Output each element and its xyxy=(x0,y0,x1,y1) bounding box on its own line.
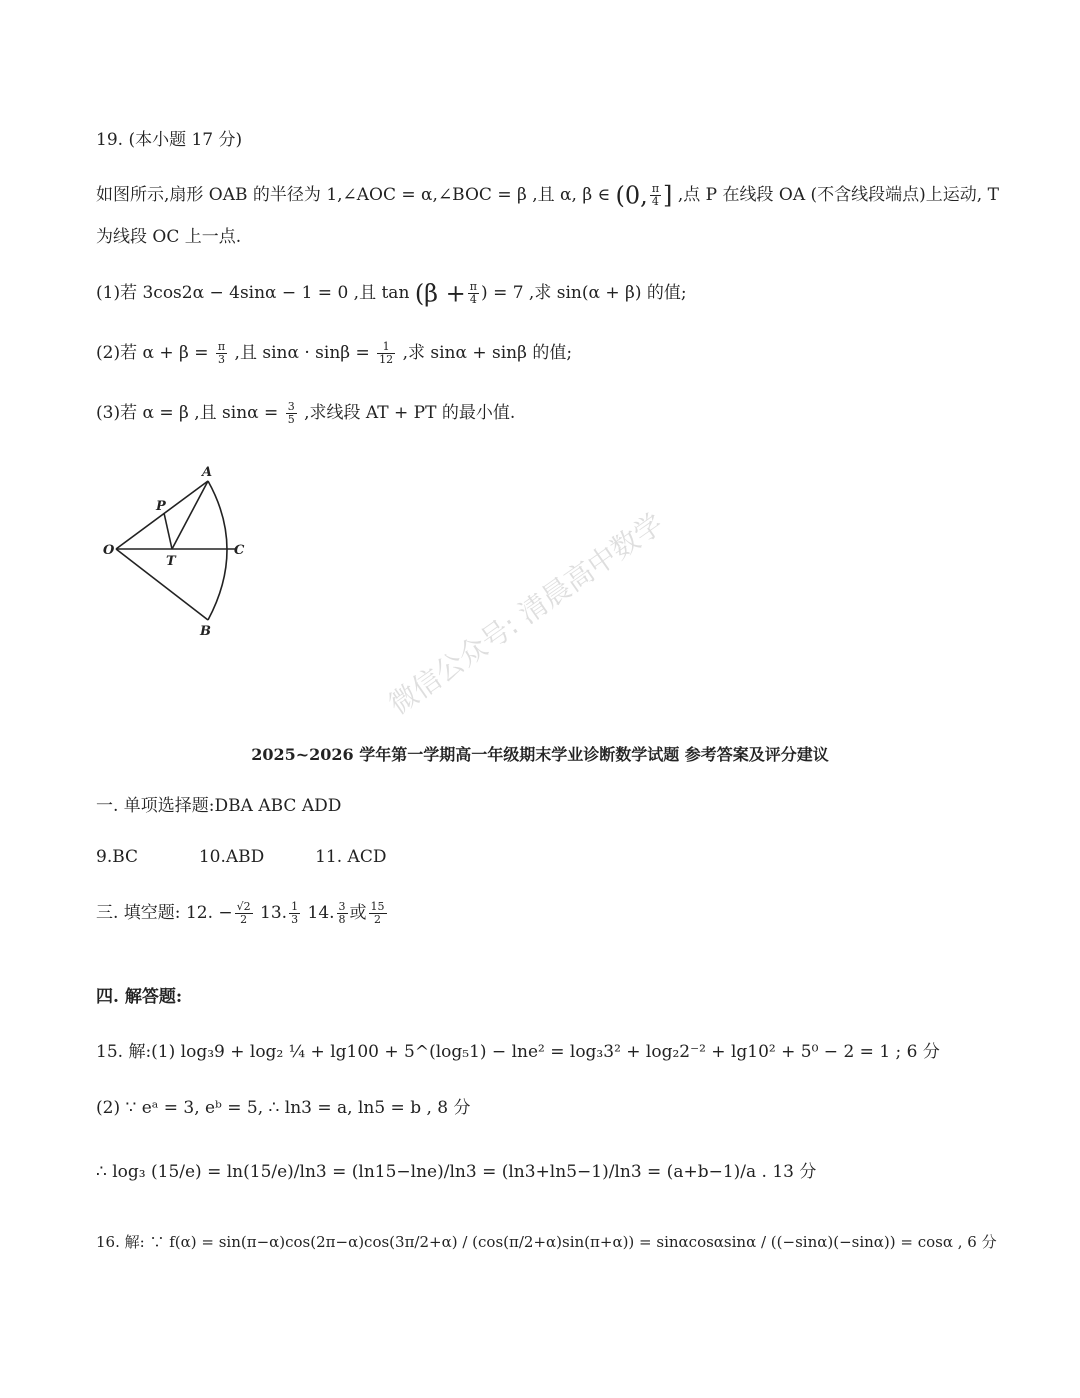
interval-close: ] xyxy=(663,181,673,210)
fill-13-frac: $\frac{1}{3}$ xyxy=(291,900,299,926)
pi-over-3: $\frac{\pi}{3}$ xyxy=(217,340,226,366)
part1-text-a: (1)若 3cos2α − 4sinα − 1 = 0 ,且 tan xyxy=(96,283,410,303)
watermark: 微信公众号: 清晨高中数学 xyxy=(382,506,670,722)
part1-paren: (β + xyxy=(414,279,466,308)
label-O: O xyxy=(103,543,115,558)
fill-label: 三. 填空题: 12. − xyxy=(96,903,233,923)
pi-over-4-b: $\frac{\pi}{4}$ xyxy=(469,280,478,306)
q19-header: 19. (本小题 17 分) xyxy=(96,130,243,150)
three-over-five: $\frac{3}{5}$ xyxy=(287,400,295,426)
q19-intro-line1 xyxy=(96,182,999,209)
q19-part2 xyxy=(96,340,572,366)
mc-10: 10.ABD xyxy=(198,847,265,867)
solution-16: 16. 解: ∵ f(α) = sin(π−α)cos(2π−α)cos(3π/2+α) / (cos(π/2+α)sin(π+α)) = sinαcosαsinα / ((−sinα)(−sinα)) = cosα , 6 分 xyxy=(96,1233,997,1251)
q19-part3 xyxy=(96,400,515,426)
one-over-twelve: $\frac{1}{12}$ xyxy=(379,340,394,366)
part2-text-b: ,且 sinα · sinβ = xyxy=(234,343,370,363)
part2-text-c: ,求 sinα + sinβ 的值; xyxy=(402,343,573,363)
segment-OA xyxy=(116,481,208,549)
answer-heading: 2025~2026 学年第一学期高一年级期末学业诊断数学试题 参考答案及评分建议 xyxy=(251,745,829,764)
fill-14-label: 14. xyxy=(307,903,335,923)
segment-TA xyxy=(172,481,208,549)
fill-or: 或 xyxy=(349,903,367,923)
answer-section4: 四. 解答题: xyxy=(96,987,183,1007)
part2-text-a: (2)若 α + β = xyxy=(96,343,209,363)
solution-15-3: ∴ log₃ (15/e) = ln(15/e)/ln3 = (ln15−lne)/ln3 = (ln3+ln5−1)/ln3 = (a+b−1)/a . 13 分 xyxy=(96,1162,817,1182)
label-A: A xyxy=(202,465,213,480)
part3-text-a: (3)若 α = β ,且 sinα = xyxy=(96,403,279,423)
interval-open: (0, xyxy=(615,181,648,210)
q19-part1 xyxy=(96,280,687,307)
label-P: P xyxy=(156,499,166,514)
fill-14-frac-b: $\frac{15}{2}$ xyxy=(370,900,385,926)
q19-intro-text-2: ,点 P 在线段 OA (不含线段端点)上运动, T xyxy=(677,185,999,205)
pi-over-4: $\frac{\pi}{4}$ xyxy=(651,182,660,208)
sector-diagram xyxy=(96,460,256,645)
mc-9: 9.BC xyxy=(96,847,139,867)
label-B: B xyxy=(200,624,211,639)
q19-intro-text: 如图所示,扇形 OAB 的半径为 1,∠AOC = α,∠BOC = β ,且 α, β ∈ xyxy=(96,185,611,205)
solution-15-1: 15. 解:(1) log₃9 + log₂ ¼ + lg100 + 5^(log₅1) − lne² = log₃3² + log₂2⁻² + lg10² + 5⁰ − 2 = 1 ; 6 分 xyxy=(96,1042,940,1062)
label-T: T xyxy=(166,554,176,569)
mc-11: 11. ACD xyxy=(315,847,387,867)
label-C: C xyxy=(234,543,245,558)
part1-text-c: ) = 7 ,求 sin(α + β) 的值; xyxy=(481,283,687,303)
fill-12-frac: $\frac{√2}{2}$ xyxy=(236,900,251,926)
solution-15-2: (2) ∵ eᵃ = 3, eᵇ = 5, ∴ ln3 = a, ln5 = b , 8 分 xyxy=(96,1098,471,1118)
fill-14-frac-a: $\frac{3}{8}$ xyxy=(338,900,346,926)
fill-13-label: 13. xyxy=(260,903,288,923)
part3-text-b: ,求线段 AT + PT 的最小值. xyxy=(304,403,516,423)
q19-intro-line2: 为线段 OC 上一点. xyxy=(96,227,242,247)
answer-multi-choice xyxy=(96,844,386,870)
answer-section1: 一. 单项选择题:DBA ABC ADD xyxy=(96,796,342,816)
arc-AB xyxy=(208,481,227,620)
answer-fill-in xyxy=(96,900,389,926)
segment-PT xyxy=(164,513,172,549)
segment-OB xyxy=(116,549,208,620)
